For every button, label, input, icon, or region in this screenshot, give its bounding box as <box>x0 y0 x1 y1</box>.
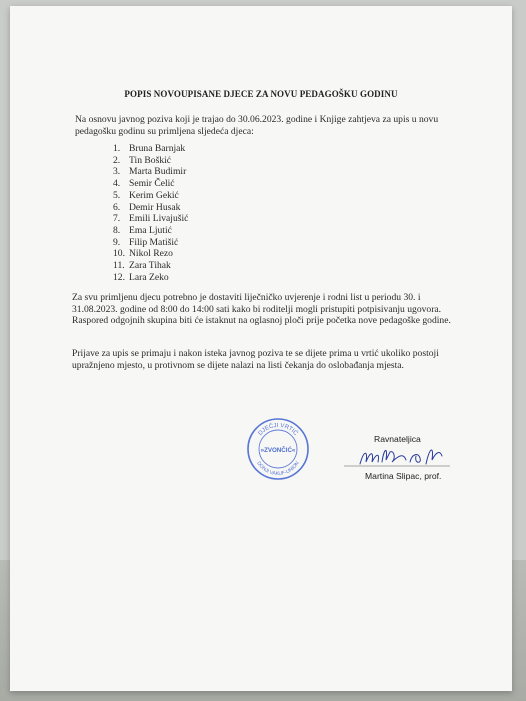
list-item-number: 5. <box>113 189 121 201</box>
child-name: Ema Ljutić <box>129 224 172 236</box>
list-item <box>113 213 188 225</box>
child-name: Filip Matišić <box>129 236 179 248</box>
list-item-number: 9. <box>113 236 121 248</box>
child-name: Emili Livajušić <box>129 213 189 225</box>
list-item <box>113 166 188 178</box>
list-item-number: 4. <box>113 178 121 190</box>
child-name: Demir Husak <box>129 201 181 213</box>
list-item <box>113 248 188 260</box>
enrollment-paragraph: Prijave za upis se primaju i nakon isteka javnog poziva te se dijete prima u vrtić ukoliko postoji upražnjeno mjesto, u protivnom se dijete nalazi na listi čekanja do oslobađanja mjesta. <box>72 348 439 371</box>
documents-paragraph: Za svu primljenu djecu potrebno je dostaviti liječničko uvjerenje i rodni list u periodu 30. i 31.08.2023. godine od 8:00 do 14:00 sati kako bi roditelji mogli pristupiti potpisivanju ugovora. Raspored odgojnih skupina biti će istaknut na oglasnoj ploči prije početka nove pedagoške godine. <box>72 292 451 327</box>
child-name: Zara Tihak <box>129 260 171 272</box>
child-name: Semir Čelić <box>129 178 175 190</box>
svg-text:»ZVONČIĆ«: »ZVONČIĆ« <box>260 447 296 454</box>
document-page <box>10 6 512 691</box>
list-item-number: 8. <box>113 224 121 236</box>
child-name: Bruna Barnjak <box>129 143 186 154</box>
list-item <box>113 178 188 190</box>
child-name: Lara Zeko <box>129 271 169 283</box>
children-list <box>113 143 188 283</box>
list-item-number: 2. <box>113 154 121 166</box>
list-item-number: 12. <box>113 271 125 283</box>
list-item-number: 10. <box>113 248 125 260</box>
child-name: Tin Boškić <box>129 154 172 166</box>
intro-paragraph: Na osnovu javnog poziva koji je trajao do 30.06.2023. godine i Knjige zahtjeva za upis u novu pedagošku godinu su primljena sljedeća djeca: <box>75 114 439 137</box>
svg-text:DJEČJI VRTIĆ: DJEČJI VRTIĆ <box>257 422 299 437</box>
signatory-name: Martina Slipac, prof. <box>365 471 442 481</box>
document-title: POPIS NOVOUPISANE DJECE ZA NOVU PEDAGOŠKU GODINU <box>124 89 398 99</box>
list-item <box>113 260 188 272</box>
list-item <box>113 272 188 284</box>
child-name: Kerim Gekić <box>129 189 179 201</box>
svg-text:DONJI VAKUF-UNION: DONJI VAKUF-UNION <box>255 460 301 478</box>
list-item-number: 1. <box>113 143 121 154</box>
signature-title: Ravnateljica <box>374 434 421 444</box>
child-name: Marta Budimir <box>129 166 187 178</box>
list-item <box>113 155 188 167</box>
list-item-number: 7. <box>113 213 121 225</box>
list-item-number: 3. <box>113 166 121 178</box>
list-item-number: 11. <box>113 260 125 272</box>
list-item <box>113 237 188 249</box>
list-item <box>113 225 188 237</box>
list-item-number: 6. <box>113 201 121 213</box>
list-item <box>113 143 188 155</box>
list-item <box>113 202 188 214</box>
child-name: Nikol Rezo <box>129 248 173 260</box>
list-item <box>113 190 188 202</box>
handwritten-signature <box>342 442 452 472</box>
kindergarten-stamp <box>246 417 310 481</box>
